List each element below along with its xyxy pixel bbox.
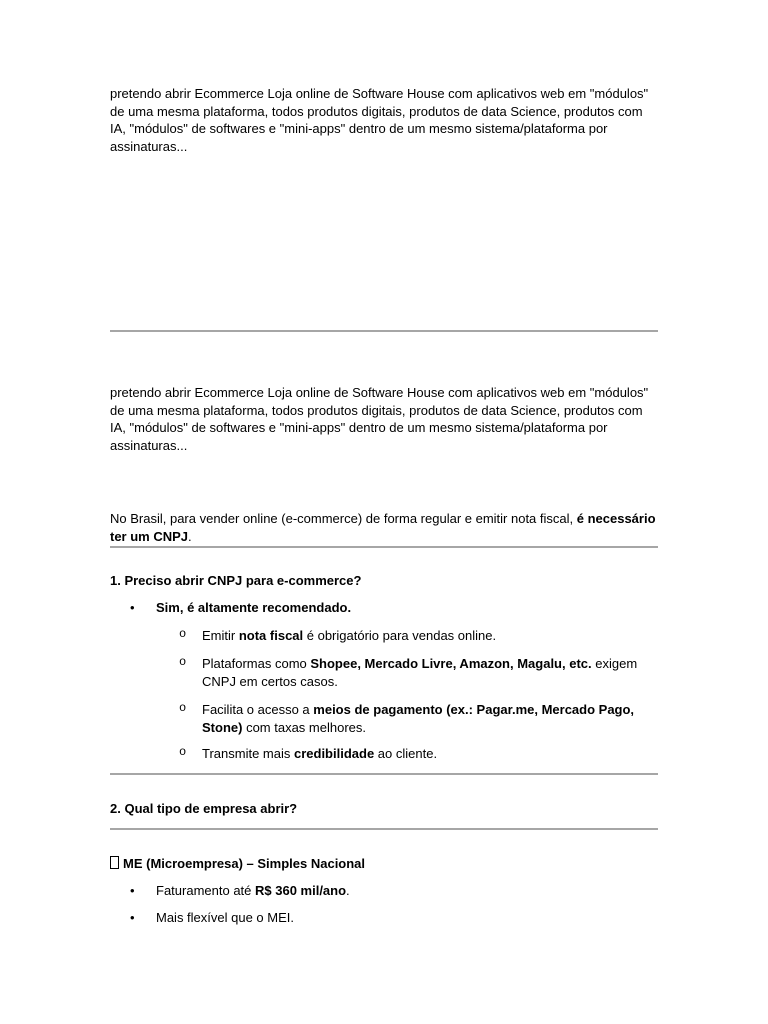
repeat-paragraph: pretendo abrir Ecommerce Loja online de Software House com aplicativos web em "módulos" de uma mesma plataforma, todos produtos digitais, produtos de data Science, produtos com IA, "módulos" de softwares e "mini-apps" dentro de um mesmo sistema/plataforma por assinaturas... xyxy=(110,385,649,453)
sub-mark: o xyxy=(179,627,187,641)
section2-heading xyxy=(110,800,658,818)
horizontal-rule xyxy=(110,330,658,332)
sub-mark: o xyxy=(179,655,187,669)
bullet-bold: R$ 360 mil/ano xyxy=(255,883,347,898)
sub-item-text xyxy=(202,627,658,645)
bullet-text xyxy=(156,599,656,617)
horizontal-rule xyxy=(110,828,658,830)
sub-pre: Transmite mais xyxy=(202,746,294,761)
sub-mark: o xyxy=(179,701,187,715)
section2-heading-text: 2. Qual tipo de empresa abrir? xyxy=(110,801,298,816)
sub-item-text xyxy=(202,701,658,736)
sub-post: com taxas melhores. xyxy=(242,719,366,735)
sub-bold: meios de pagamento (ex.: Pagar.me, Mercado Pago, Stone) xyxy=(202,702,635,735)
bullet-mark: • xyxy=(130,883,135,898)
sub-pre: Plataformas como xyxy=(202,656,311,671)
sub-pre: Facilita o acesso a xyxy=(202,702,314,717)
sub-item-text xyxy=(202,655,658,690)
bullet-post: . xyxy=(346,883,350,898)
intro-paragraph: pretendo abrir Ecommerce Loja online de Software House com aplicativos web em "módulos" de uma mesma plataforma, todos produtos digitais, produtos de data Science, produtos com IA, "módulos" de softwares e "mini-apps" dentro de um mesmo sistema/plataforma por assinaturas... xyxy=(110,86,649,154)
brazil-note-end: . xyxy=(188,528,192,544)
bullet-mark: • xyxy=(130,600,135,615)
brazil-note xyxy=(110,510,658,545)
horizontal-rule xyxy=(110,773,658,775)
bullet-text xyxy=(156,882,656,900)
sub-bold: Shopee, Mercado Livre, Amazon, Magalu, etc. xyxy=(310,656,592,671)
bullet-text: Mais flexível que o MEI. xyxy=(156,910,294,925)
section1-heading-text: 1. Preciso abrir CNPJ para e-commerce? xyxy=(110,573,362,588)
sub-mark: o xyxy=(179,745,187,759)
sub-post: exigem CNPJ em certos casos. xyxy=(202,656,638,689)
bullet-pre: Faturamento até xyxy=(156,883,255,898)
sub-bold: nota fiscal xyxy=(238,628,304,643)
me-heading xyxy=(110,855,658,873)
sub-bold: credibilidade xyxy=(293,746,375,761)
me-heading-text: ME (Microempresa) – Simples Nacional xyxy=(123,856,366,871)
brazil-note-text: No Brasil, para vender online (e-commerce) de forma regular e emitir nota fiscal, xyxy=(110,511,577,526)
sub-post: é obrigatório para vendas online. xyxy=(303,628,497,643)
missing-glyph-icon xyxy=(110,856,119,869)
bullet-bold: Sim, é altamente recomendado. xyxy=(156,600,352,615)
brazil-note-bold: é necessário ter um CNPJ xyxy=(110,511,656,544)
sub-post: ao cliente. xyxy=(374,746,438,761)
section1-heading xyxy=(110,572,658,590)
bullet-mark: • xyxy=(130,910,135,925)
sub-item-text xyxy=(202,745,658,763)
horizontal-rule xyxy=(110,546,658,548)
sub-pre: Emitir xyxy=(202,628,239,643)
